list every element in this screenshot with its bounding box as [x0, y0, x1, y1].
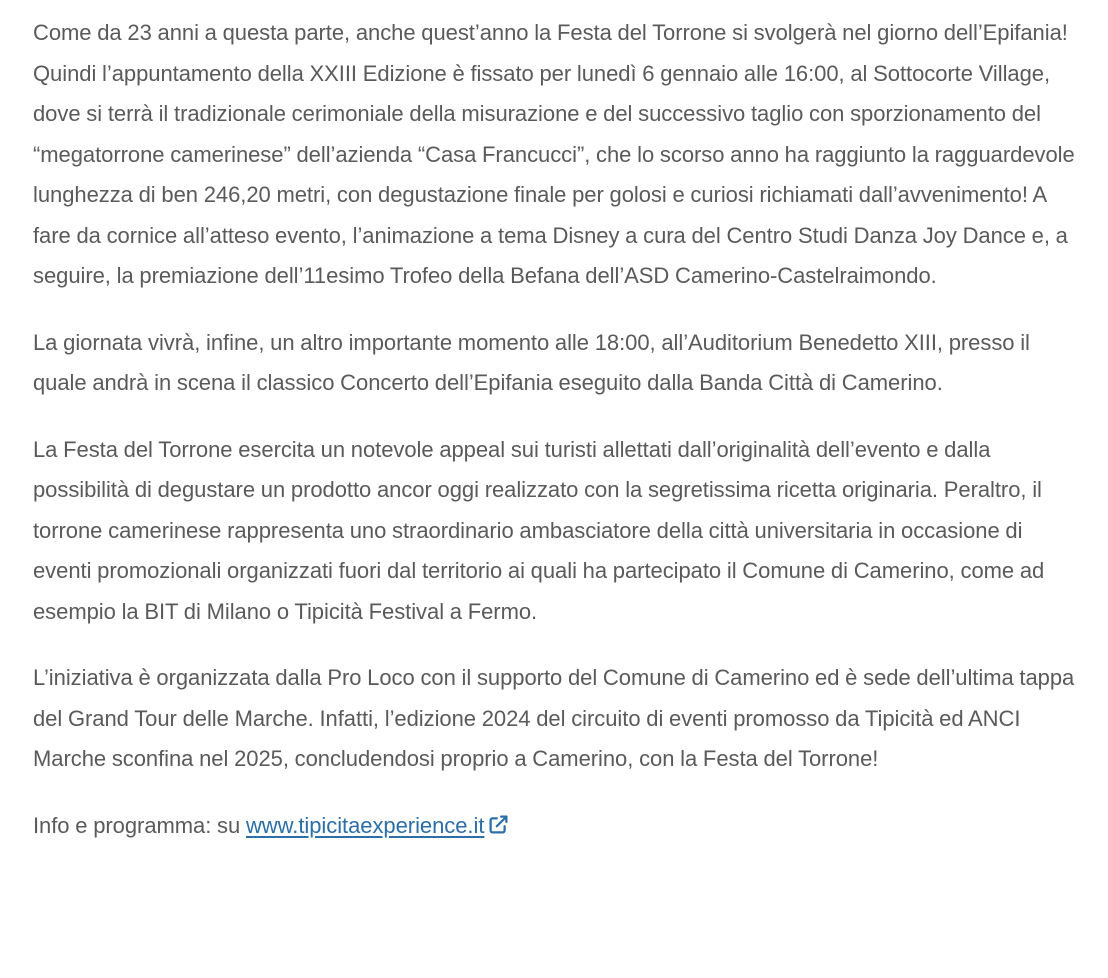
- external-link-icon[interactable]: [488, 814, 509, 835]
- paragraph-intro: Come da 23 anni a questa parte, anche quest’anno la Festa del Torrone si svolgerà nel giorno dell’Epifania! Quindi l’appuntamento della XXIII Edizione è fissato per lunedì 6 gennaio alle 16:00, al Sottocorte Village, dove si terrà il tradizionale cerimoniale della misurazione e del successivo taglio con sporzionamento del “megatorrone camerinese” dell’azienda “Casa Francucci”, che lo scorso anno ha raggiunto la ragguardevole lunghezza di ben 246,20 metri, con degustazione finale per golosi e curiosi richiamati dall’avvenimento! A fare da cornice all’atteso evento, l’animazione a tema Disney a cura del Centro Studi Danza Joy Dance e, a seguire, la premiazione dell’11esimo Trofeo della Befana dell’ASD Camerino-Castelraimondo.: [33, 20, 1075, 288]
- info-line: [33, 806, 1076, 847]
- info-prefix: Info e programma: su: [33, 812, 246, 838]
- paragraph-evening-concert: La giornata vivrà, infine, un altro importante momento alle 18:00, all’Auditorium Benedetto XIII, presso il quale andrà in scena il classico Concerto dell’Epifania eseguito dalla Banda Città di Camerino.: [33, 329, 1030, 395]
- paragraph-appeal: La Festa del Torrone esercita un notevole appeal sui turisti allettati dall’originalità dell’evento e dalla possibilità di degustare un prodotto ancor oggi realizzato con la segretissima ricetta originaria. Peraltro, il torrone camerinese rappresenta uno straordinario ambasciatore della città universitaria in occasione di eventi promozionali organizzati fuori dal territorio ai quali ha partecipato il Comune di Camerino, come ad esempio la BIT di Milano o Tipicità Festival a Fermo.: [33, 436, 1045, 624]
- tipicita-experience-link[interactable]: [246, 813, 484, 838]
- link-text: www.tipicitaexperience.it: [245, 812, 485, 838]
- paragraph-organization: L’iniziativa è organizzata dalla Pro Loco con il supporto del Comune di Camerino ed è sede dell’ultima tappa del Grand Tour delle Marche. Infatti, l’edizione 2024 del circuito di eventi promosso da Tipicità ed ANCI Marche sconfina nel 2025, concludendosi proprio a Camerino, con la Festa del Torrone!: [33, 665, 1075, 771]
